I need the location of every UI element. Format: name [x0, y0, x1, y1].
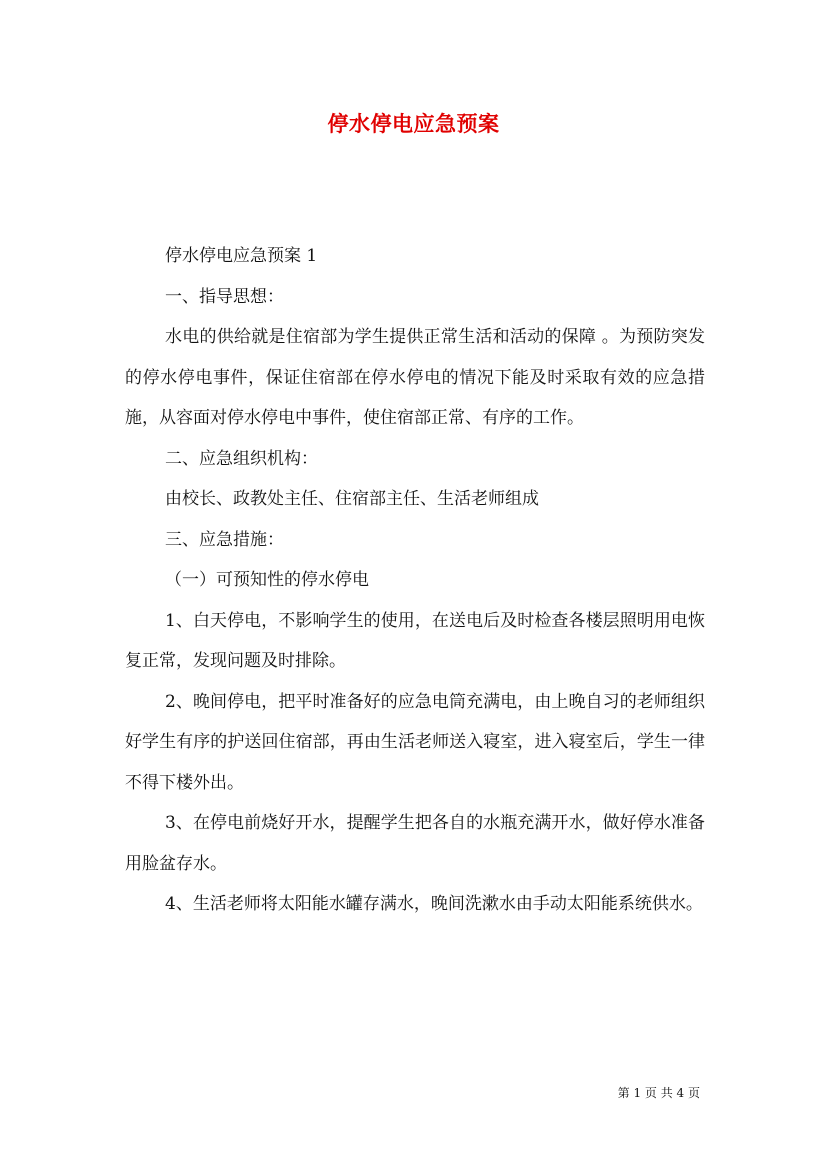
section-heading-guiding-thought: 一、指导思想： — [165, 286, 284, 307]
page-number-footer: 第 1 页 共 4 页 — [617, 1086, 700, 1100]
paragraph-measure-2: 2、晚间停电，把平时准备好的应急电筒充满电，由上晚自习的老师组织好学生有序的护送回住宿部，再由生活老师送入寝室，进入寝室后，学生一律不得下楼外出。 — [125, 691, 705, 793]
document-title: 停水停电应急预案 — [327, 111, 500, 136]
paragraph-measure-3: 3、在停电前烧好开水，提醒学生把各自的水瓶充满开水，做好停水准备用脸盆存水。 — [125, 813, 705, 874]
paragraph-measure-1: 1、白天停电，不影响学生的使用，在送电后及时检查各楼层照明用电恢复正常，发现问题及时排除。 — [125, 610, 705, 671]
document-body — [125, 236, 705, 925]
paragraph-organization: 由校长、政教处主任、住宿部主任、生活老师组成 — [165, 489, 539, 509]
section-heading-plan-1: 停水停电应急预案 1 — [165, 246, 318, 266]
section-heading-organization: 二、应急组织机构： — [165, 448, 318, 469]
paragraph-guiding-thought: 水电的供给就是住宿部为学生提供正常生活和活动的保障 。为预防突发的停水停电事件，保证住宿部在停水停电的情况下能及时采取有效的应急措施，从容面对停水停电中事件，使住宿部正常、有序的工作。 — [125, 327, 705, 428]
paragraph-measure-4: 4、生活老师将太阳能水罐存满水，晚间洗漱水由手动太阳能系统供水。 — [165, 894, 703, 914]
subsection-heading-predictable: （一）可预知性的停水停电 — [165, 570, 369, 590]
section-heading-measures: 三、应急措施： — [165, 529, 284, 550]
